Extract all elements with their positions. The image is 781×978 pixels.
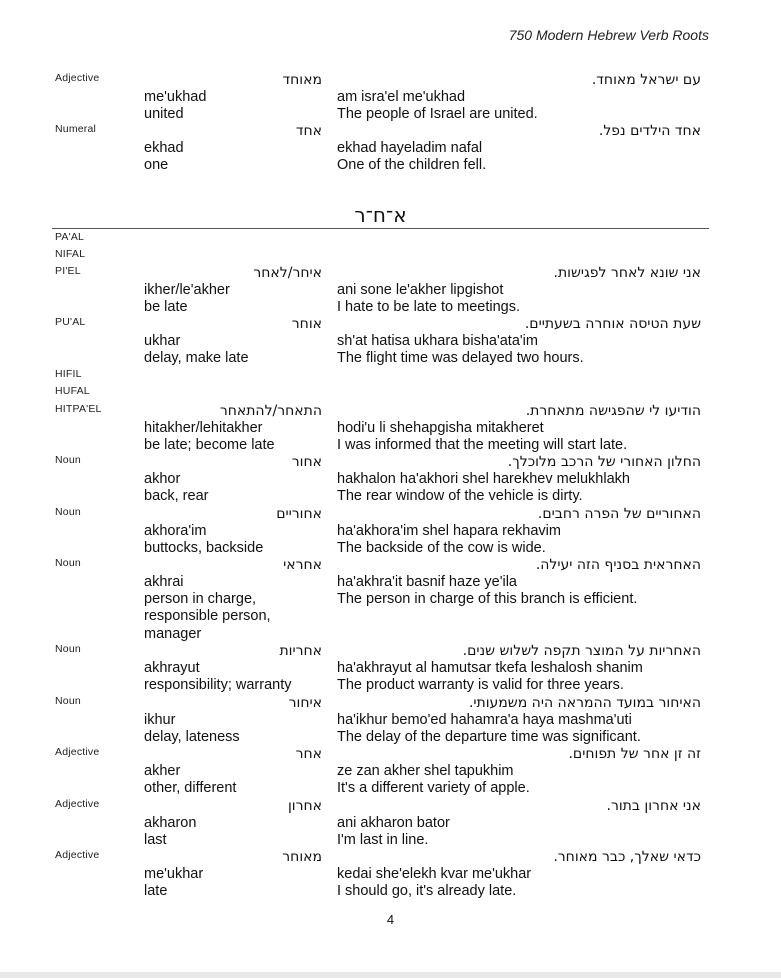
part-of-speech: Adjective <box>55 746 100 758</box>
hebrew-example: האחראית בסניף הזה יעילה. <box>535 557 701 573</box>
part-of-speech: Noun <box>55 643 81 655</box>
hebrew-word: איחר/לאחר <box>253 265 322 281</box>
example-transliteration: ha'akhora'im shel hapara rekhavim <box>337 523 561 539</box>
example-transliteration: sh'at hatisa ukhara bisha'ata'im <box>337 333 538 349</box>
english-meaning: person in charge, responsible person, manager <box>144 591 271 642</box>
part-of-speech: Adjective <box>55 849 100 861</box>
english-meaning: back, rear <box>144 488 209 504</box>
page-number: 4 <box>386 912 395 927</box>
example-translation: The flight time was delayed two hours. <box>337 350 584 366</box>
transliteration: me'ukhar <box>144 866 204 882</box>
english-meaning: be late; become late <box>144 437 275 453</box>
hebrew-word: אחרון <box>287 798 322 814</box>
example-translation: I was informed that the meeting will start late. <box>337 437 628 453</box>
english-meaning: responsibility; warranty <box>144 677 292 693</box>
hebrew-example: הודיעו לי שהפגישה מתאחרת. <box>525 403 701 419</box>
transliteration: akharon <box>144 815 197 831</box>
part-of-speech: Adjective <box>55 72 100 84</box>
english-meaning: buttocks, backside <box>144 540 264 556</box>
part-of-speech: Numeral <box>55 123 97 135</box>
hebrew-word: אחד <box>295 123 322 139</box>
transliteration: ukhar <box>144 333 181 349</box>
example-transliteration: hakhalon ha'akhori shel harekhev melukhlakh <box>337 471 630 487</box>
part-of-speech: Noun <box>55 506 81 518</box>
transliteration: ikher/le'akher <box>144 282 230 298</box>
english-meaning: united <box>144 106 184 122</box>
example-transliteration: am isra'el me'ukhad <box>337 89 466 105</box>
hebrew-word: אחר <box>295 746 322 762</box>
hebrew-word: אחראי <box>283 557 322 573</box>
running-head: 750 Modern Hebrew Verb Roots <box>508 27 709 43</box>
hebrew-example: האחריות על המוצר תקפה לשלוש שנים. <box>462 643 701 659</box>
hebrew-example: עם ישראל מאוחד. <box>591 72 701 88</box>
example-translation: One of the children fell. <box>337 157 487 173</box>
root-heading: א־ח־ר <box>354 203 407 227</box>
part-of-speech: PU'AL <box>55 316 86 328</box>
transliteration: akhrai <box>144 574 184 590</box>
hebrew-word: מאוחר <box>282 849 322 865</box>
part-of-speech: Adjective <box>55 798 100 810</box>
hebrew-example: האחוריים של הפרה רחבים. <box>537 506 701 522</box>
example-transliteration: ha'akhrayut al hamutsar tkefa leshalosh shanim <box>337 660 643 676</box>
part-of-speech: PI'EL <box>55 265 81 277</box>
english-meaning: delay, lateness <box>144 729 240 745</box>
example-transliteration: ha'ikhur bemo'ed hahamra'a haya mashma'uti <box>337 712 632 728</box>
part-of-speech: Noun <box>55 557 81 569</box>
hebrew-example: שעת הטיסה אוחרה בשעתיים. <box>524 316 701 332</box>
transliteration: akhora'im <box>144 523 207 539</box>
example-transliteration: kedai she'elekh kvar me'ukhar <box>337 866 532 882</box>
example-translation: The person in charge of this branch is efficient. <box>337 591 638 607</box>
transliteration: ekhad <box>144 140 184 156</box>
english-meaning: delay, make late <box>144 350 249 366</box>
hebrew-word: התאחר/להתאחר <box>219 403 322 419</box>
example-translation: The rear window of the vehicle is dirty. <box>337 488 583 504</box>
transliteration: akhor <box>144 471 181 487</box>
hebrew-example: האיחור במועד ההמראה היה משמעותי. <box>468 695 701 711</box>
example-transliteration: hodi'u li shehapgisha mitakheret <box>337 420 544 436</box>
hebrew-example: החלון האחורי של הרכב מלוכלך. <box>507 454 701 470</box>
example-translation: The people of Israel are united. <box>337 106 538 122</box>
example-translation: The delay of the departure time was significant. <box>337 729 641 745</box>
hebrew-example: אני שונא לאחר לפגישות. <box>553 265 701 281</box>
example-transliteration: ha'akhra'it basnif haze ye'ila <box>337 574 517 590</box>
hebrew-example: זה זן אחר של תפוחים. <box>568 746 701 762</box>
binyan-paal: PA'AL <box>55 231 85 243</box>
english-meaning: be late <box>144 299 188 315</box>
example-transliteration: ani akharon bator <box>337 815 450 831</box>
example-transliteration: ze zan akher shel tapukhim <box>337 763 514 779</box>
example-transliteration: ani sone le'akher lipgishot <box>337 282 504 298</box>
example-translation: The backside of the cow is wide. <box>337 540 546 556</box>
english-meaning: last <box>144 832 167 848</box>
hebrew-word: אוחר <box>291 316 322 332</box>
binyan-hufal: HUFAL <box>55 385 90 397</box>
hebrew-word: מאוחד <box>282 72 322 88</box>
hebrew-example: כדאי שאלך, כבר מאוחר. <box>553 849 701 865</box>
example-translation: It's a different variety of apple. <box>337 780 530 796</box>
example-translation: I should go, it's already late. <box>337 883 517 899</box>
binyan-nifal: NIFAL <box>55 248 86 260</box>
example-translation: I'm last in line. <box>337 832 429 848</box>
part-of-speech: Noun <box>55 454 81 466</box>
example-transliteration: ekhad hayeladim nafal <box>337 140 483 156</box>
binyan-hifil: HIFIL <box>55 368 82 380</box>
example-translation: The product warranty is valid for three years. <box>337 677 624 693</box>
english-meaning: late <box>144 883 168 899</box>
example-translation: I hate to be late to meetings. <box>337 299 520 315</box>
transliteration: akhrayut <box>144 660 200 676</box>
transliteration: hitakher/lehitakher <box>144 420 263 436</box>
english-meaning: one <box>144 157 169 173</box>
hebrew-word: אחוריים <box>276 506 322 522</box>
hebrew-word: אחור <box>291 454 322 470</box>
hebrew-example: אחד הילדים נפל. <box>598 123 701 139</box>
english-meaning: other, different <box>144 780 237 796</box>
part-of-speech: Noun <box>55 695 81 707</box>
hebrew-word: אחריות <box>279 643 322 659</box>
transliteration: akher <box>144 763 181 779</box>
hebrew-word: איחור <box>288 695 322 711</box>
heading-rule <box>52 228 709 229</box>
transliteration: me'ukhad <box>144 89 207 105</box>
hebrew-example: אני אחרון בתור. <box>606 798 701 814</box>
part-of-speech: HITPA'EL <box>55 403 102 415</box>
page-bottom-edge <box>0 972 781 978</box>
transliteration: ikhur <box>144 712 176 728</box>
